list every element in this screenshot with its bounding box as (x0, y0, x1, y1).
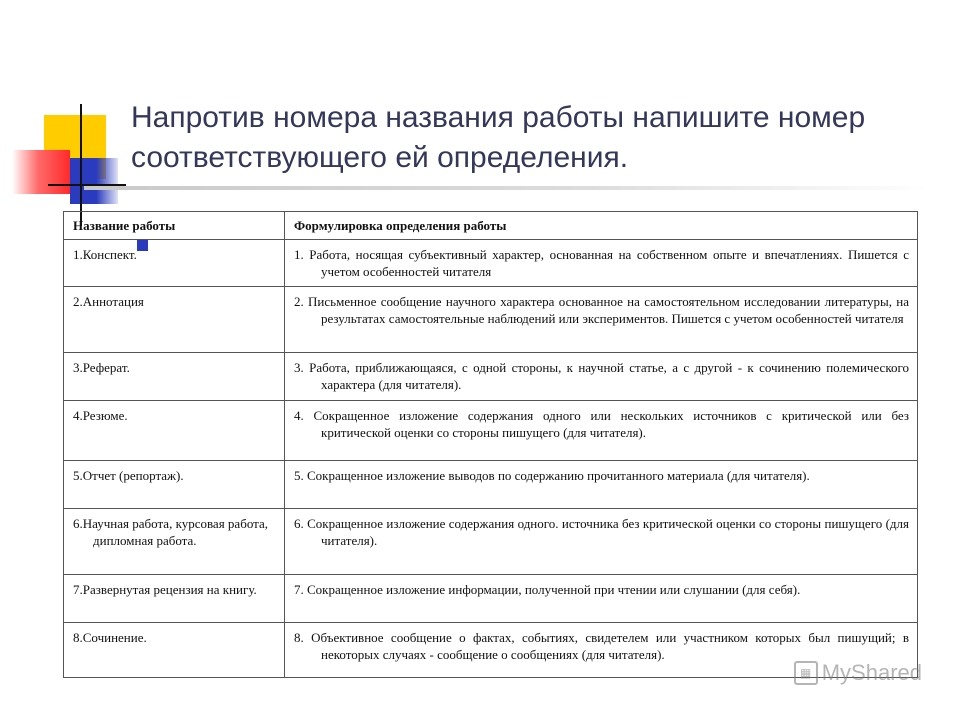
table-row (64, 240, 918, 287)
table-row (64, 401, 918, 461)
slide-title: Напротив номера названия работы напишите номер соответствующего ей определения. (131, 101, 866, 174)
header-work-name: Название работы (64, 212, 285, 240)
work-name: 6.Научная работа, курсовая работа, дипломная работа. (73, 516, 269, 548)
work-definition: 5. Сокращенное изложение выводов по содержанию прочитанного материала (для читателя). (294, 468, 810, 483)
work-name: 3.Реферат. (73, 360, 130, 375)
decor-vertical-line (80, 104, 82, 226)
work-name: 8.Сочинение. (73, 630, 147, 645)
table-row (64, 461, 918, 509)
title-underline (84, 186, 930, 190)
watermark-text: MyShared (821, 660, 922, 685)
table-row (64, 575, 918, 623)
work-definition: 8. Объективное сообщение о фактах, событиях, свидетелем или участником которых был пишущий; в некоторых случаях - сообщение о сообщениях (для читателя). (294, 630, 909, 662)
watermark (794, 660, 922, 686)
table-row (64, 509, 918, 575)
decor-red-square (12, 150, 70, 194)
header-definition: Формулировка определения работы (285, 212, 918, 240)
work-name: 7.Развернутая рецензия на книгу. (73, 582, 257, 597)
work-definition: 3. Работа, приближающаяся, с одной стороны, к научной статье, а с другой - к сочинению полемического характера (для читателя). (294, 360, 909, 392)
table-row (64, 623, 918, 678)
work-name: 5.Отчет (репортаж). (73, 468, 184, 483)
work-definition: 2. Письменное сообщение научного характера основанное на самостоятельном исследовании литературы, на результатах самостоятельные наблюдений или экспериментов. Пишется с учетом особенностей читателя (294, 294, 909, 326)
table-row (64, 287, 918, 353)
definitions-table (63, 211, 918, 678)
work-definition: 6. Сокращенное изложение содержания одного. источника без критической оценки со стороны пишущего (для читателя). (294, 516, 909, 548)
work-definition: 4. Сокращенное изложение содержания одного или нескольких источников с критической или без критической оценки со стороны пишущего (для читателя). (294, 408, 909, 440)
watermark-logo-icon: ▦ (794, 661, 818, 685)
table-header-row (64, 212, 918, 240)
table-row (64, 353, 918, 401)
work-name: 4.Резюме. (73, 408, 128, 423)
decor-blue-square (70, 158, 118, 204)
work-definition: 7. Сокращенное изложение информации, полученной при чтении или слушании (для себя). (294, 582, 801, 597)
work-definition: 1. Работа, носящая субъективный характер, основанная на собственном опыте и впечатлениях. Пишется с учетом особенностей читателя (294, 247, 909, 279)
work-name: 2.Аннотация (73, 294, 144, 309)
work-name: 1.Конспект. (73, 247, 137, 262)
